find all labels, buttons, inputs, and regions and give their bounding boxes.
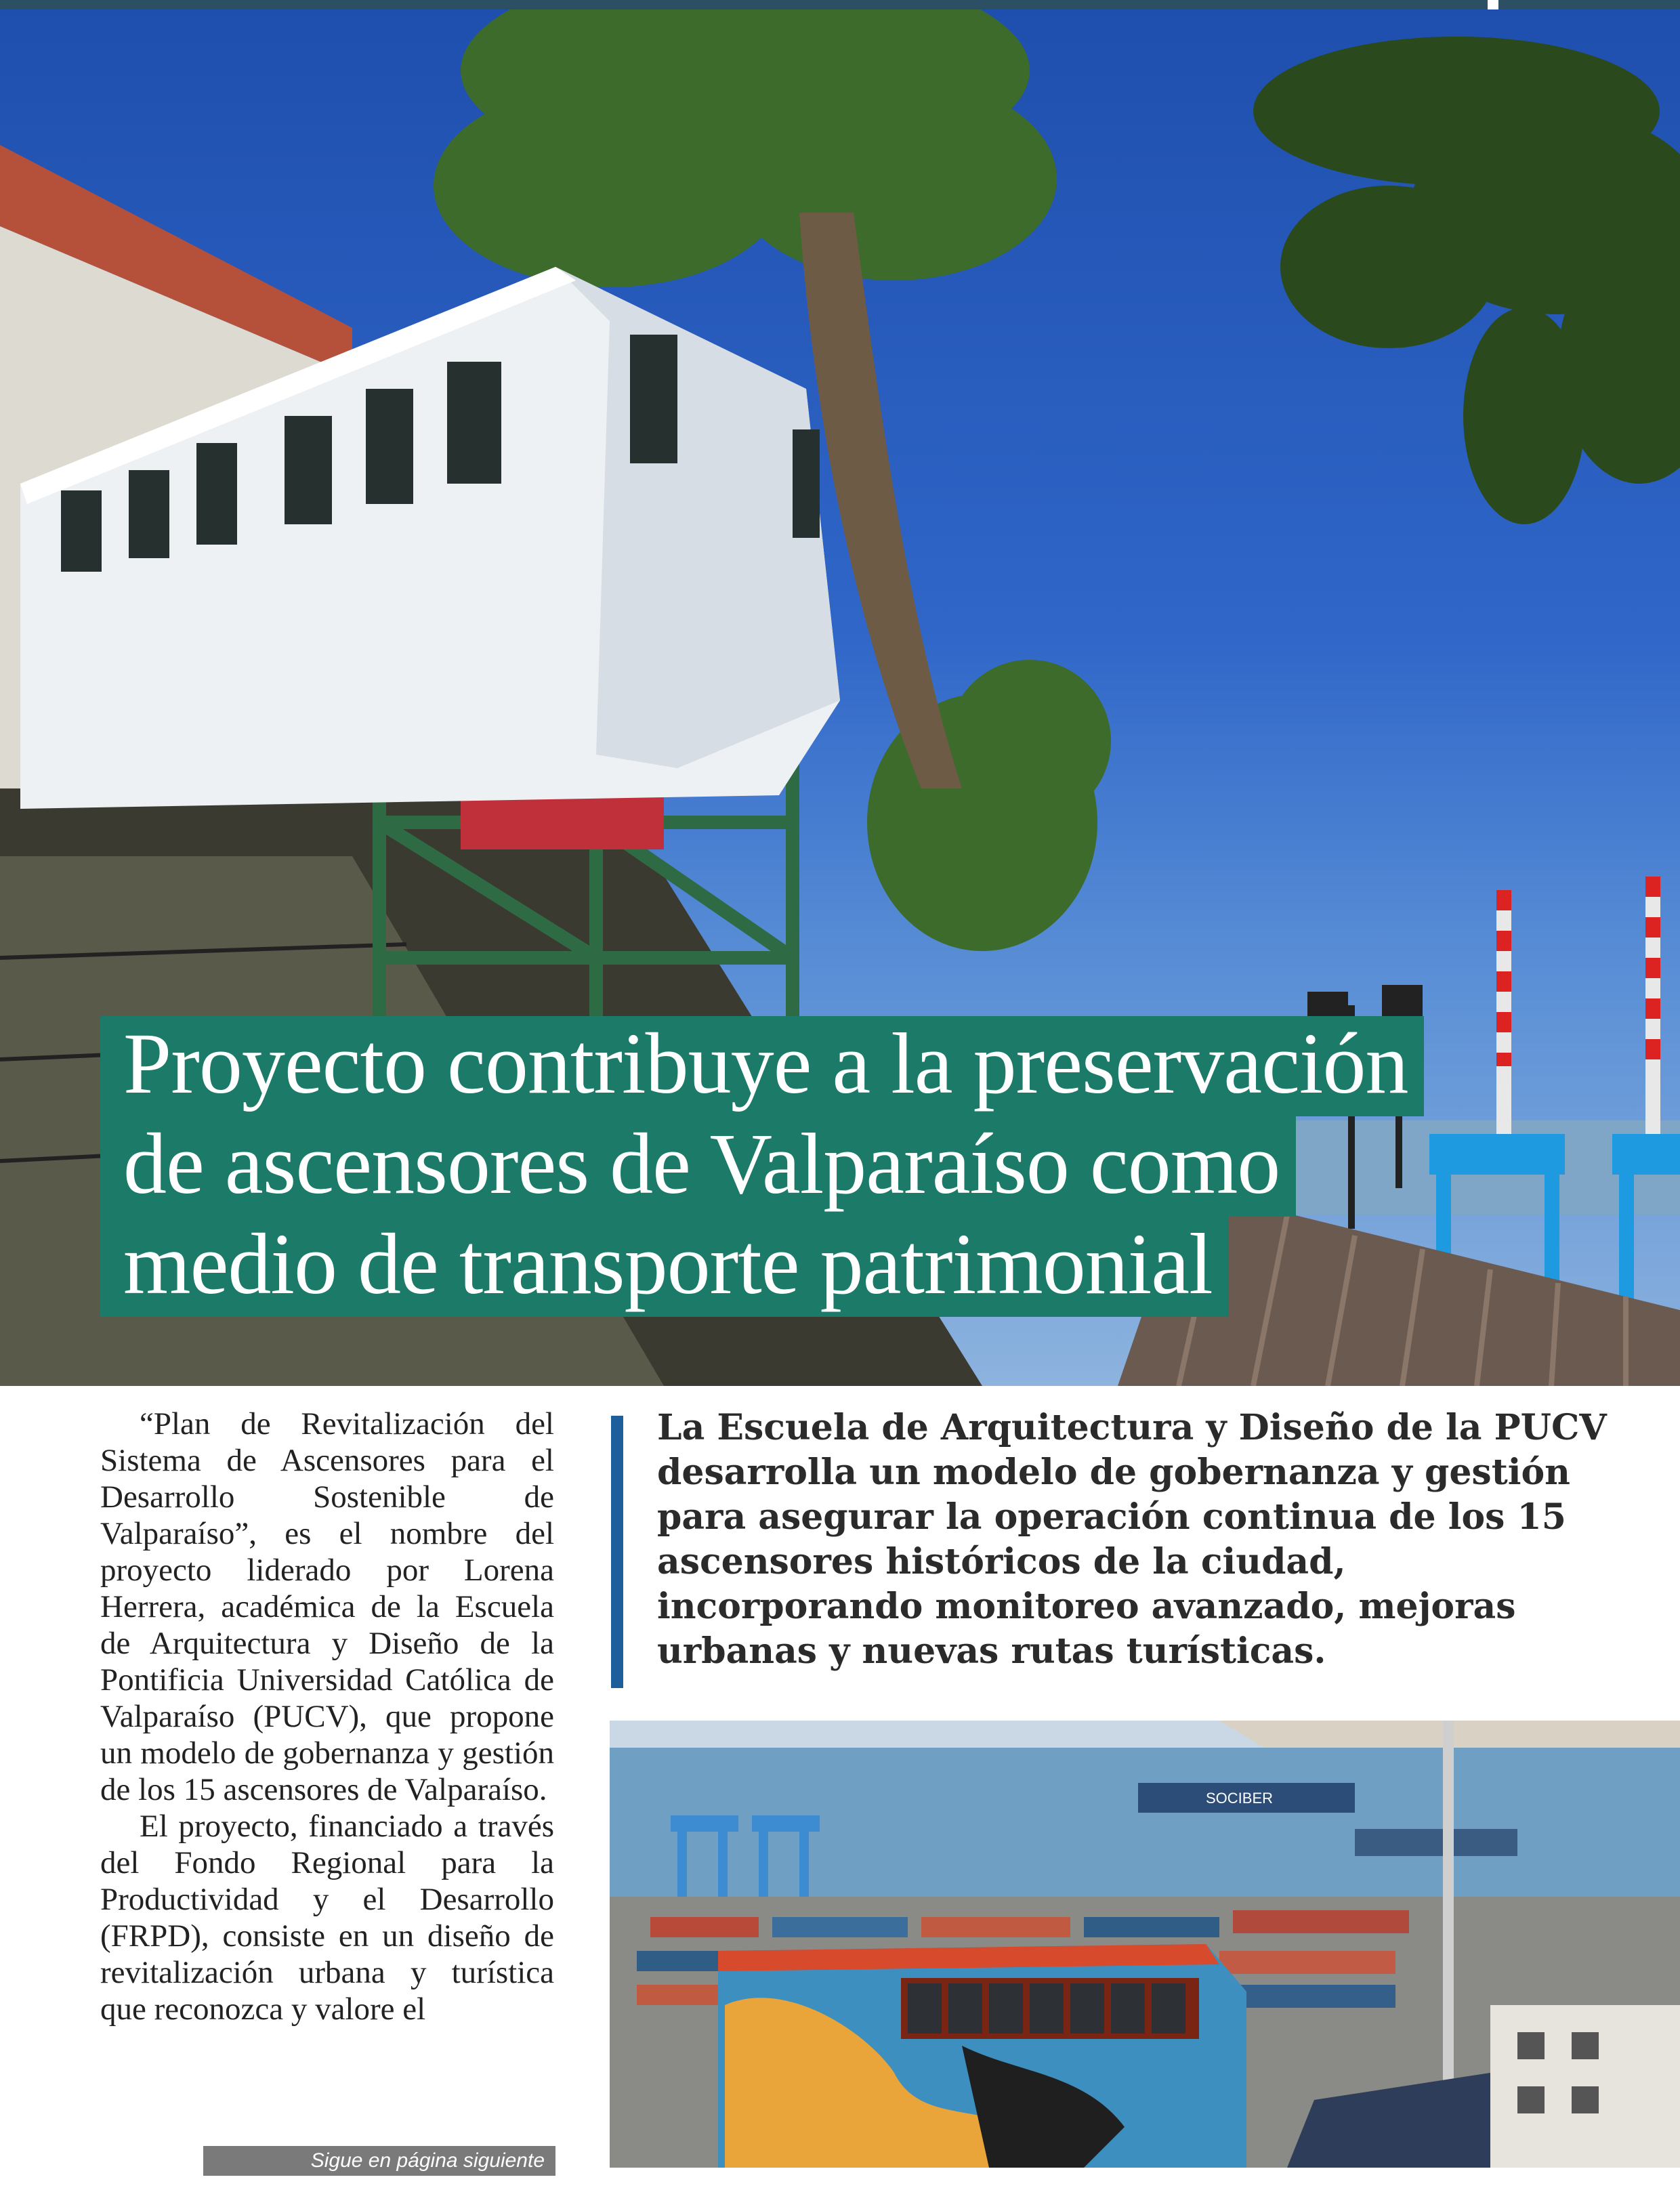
harbor-funicular-photo [610, 1721, 1680, 2168]
lead-paragraph: La Escuela de Arquitectura y Diseño de la PUCV desarrolla un modelo de gobernanza y gestión para asegurar la operación continua de los 15 ascensores históricos de la ciudad, incorporando monitoreo avanzado, mejoras urbanas y nuevas rutas turísticas. [657, 1407, 1607, 1672]
continue-on-next-page-label: Sigue en página siguiente [203, 2146, 555, 2176]
body-column [100, 1406, 554, 2027]
top-rule-right [1498, 0, 1680, 9]
body-paragraph-1: “Plan de Revitalización del Sistema de Ascensores para el Desarrollo Sostenible de Valparaíso”, es el nombre del proyecto liderado por Lorena Herrera, académica de la Escuela de Arquitectura y Diseño de la Pontificia Universidad Católica de Valparaíso (PUCV), que propone un modelo de gobernanza y gestión de los 15 ascensores de Valparaíso. [100, 1406, 554, 1807]
headline-line-3: medio de transporte patrimonial [100, 1217, 1229, 1317]
top-rule-left [0, 0, 1488, 9]
body-paragraph-2: El proyecto, financiado a través del Fondo Regional para la Productividad y el Desarrollo (FRPD), consiste en un diseño de revitalización urbana y turística que reconozca y valore el [100, 1809, 554, 2027]
lead-accent-bar [611, 1416, 623, 1688]
headline-line-1: Proyecto contribuye a la preservación [100, 1016, 1424, 1116]
harbor-illustration [610, 1721, 1680, 2168]
ship-name-label: SOCIBER [1206, 1790, 1274, 1807]
headline-line-2: de ascensores de Valparaíso como [100, 1116, 1296, 1217]
